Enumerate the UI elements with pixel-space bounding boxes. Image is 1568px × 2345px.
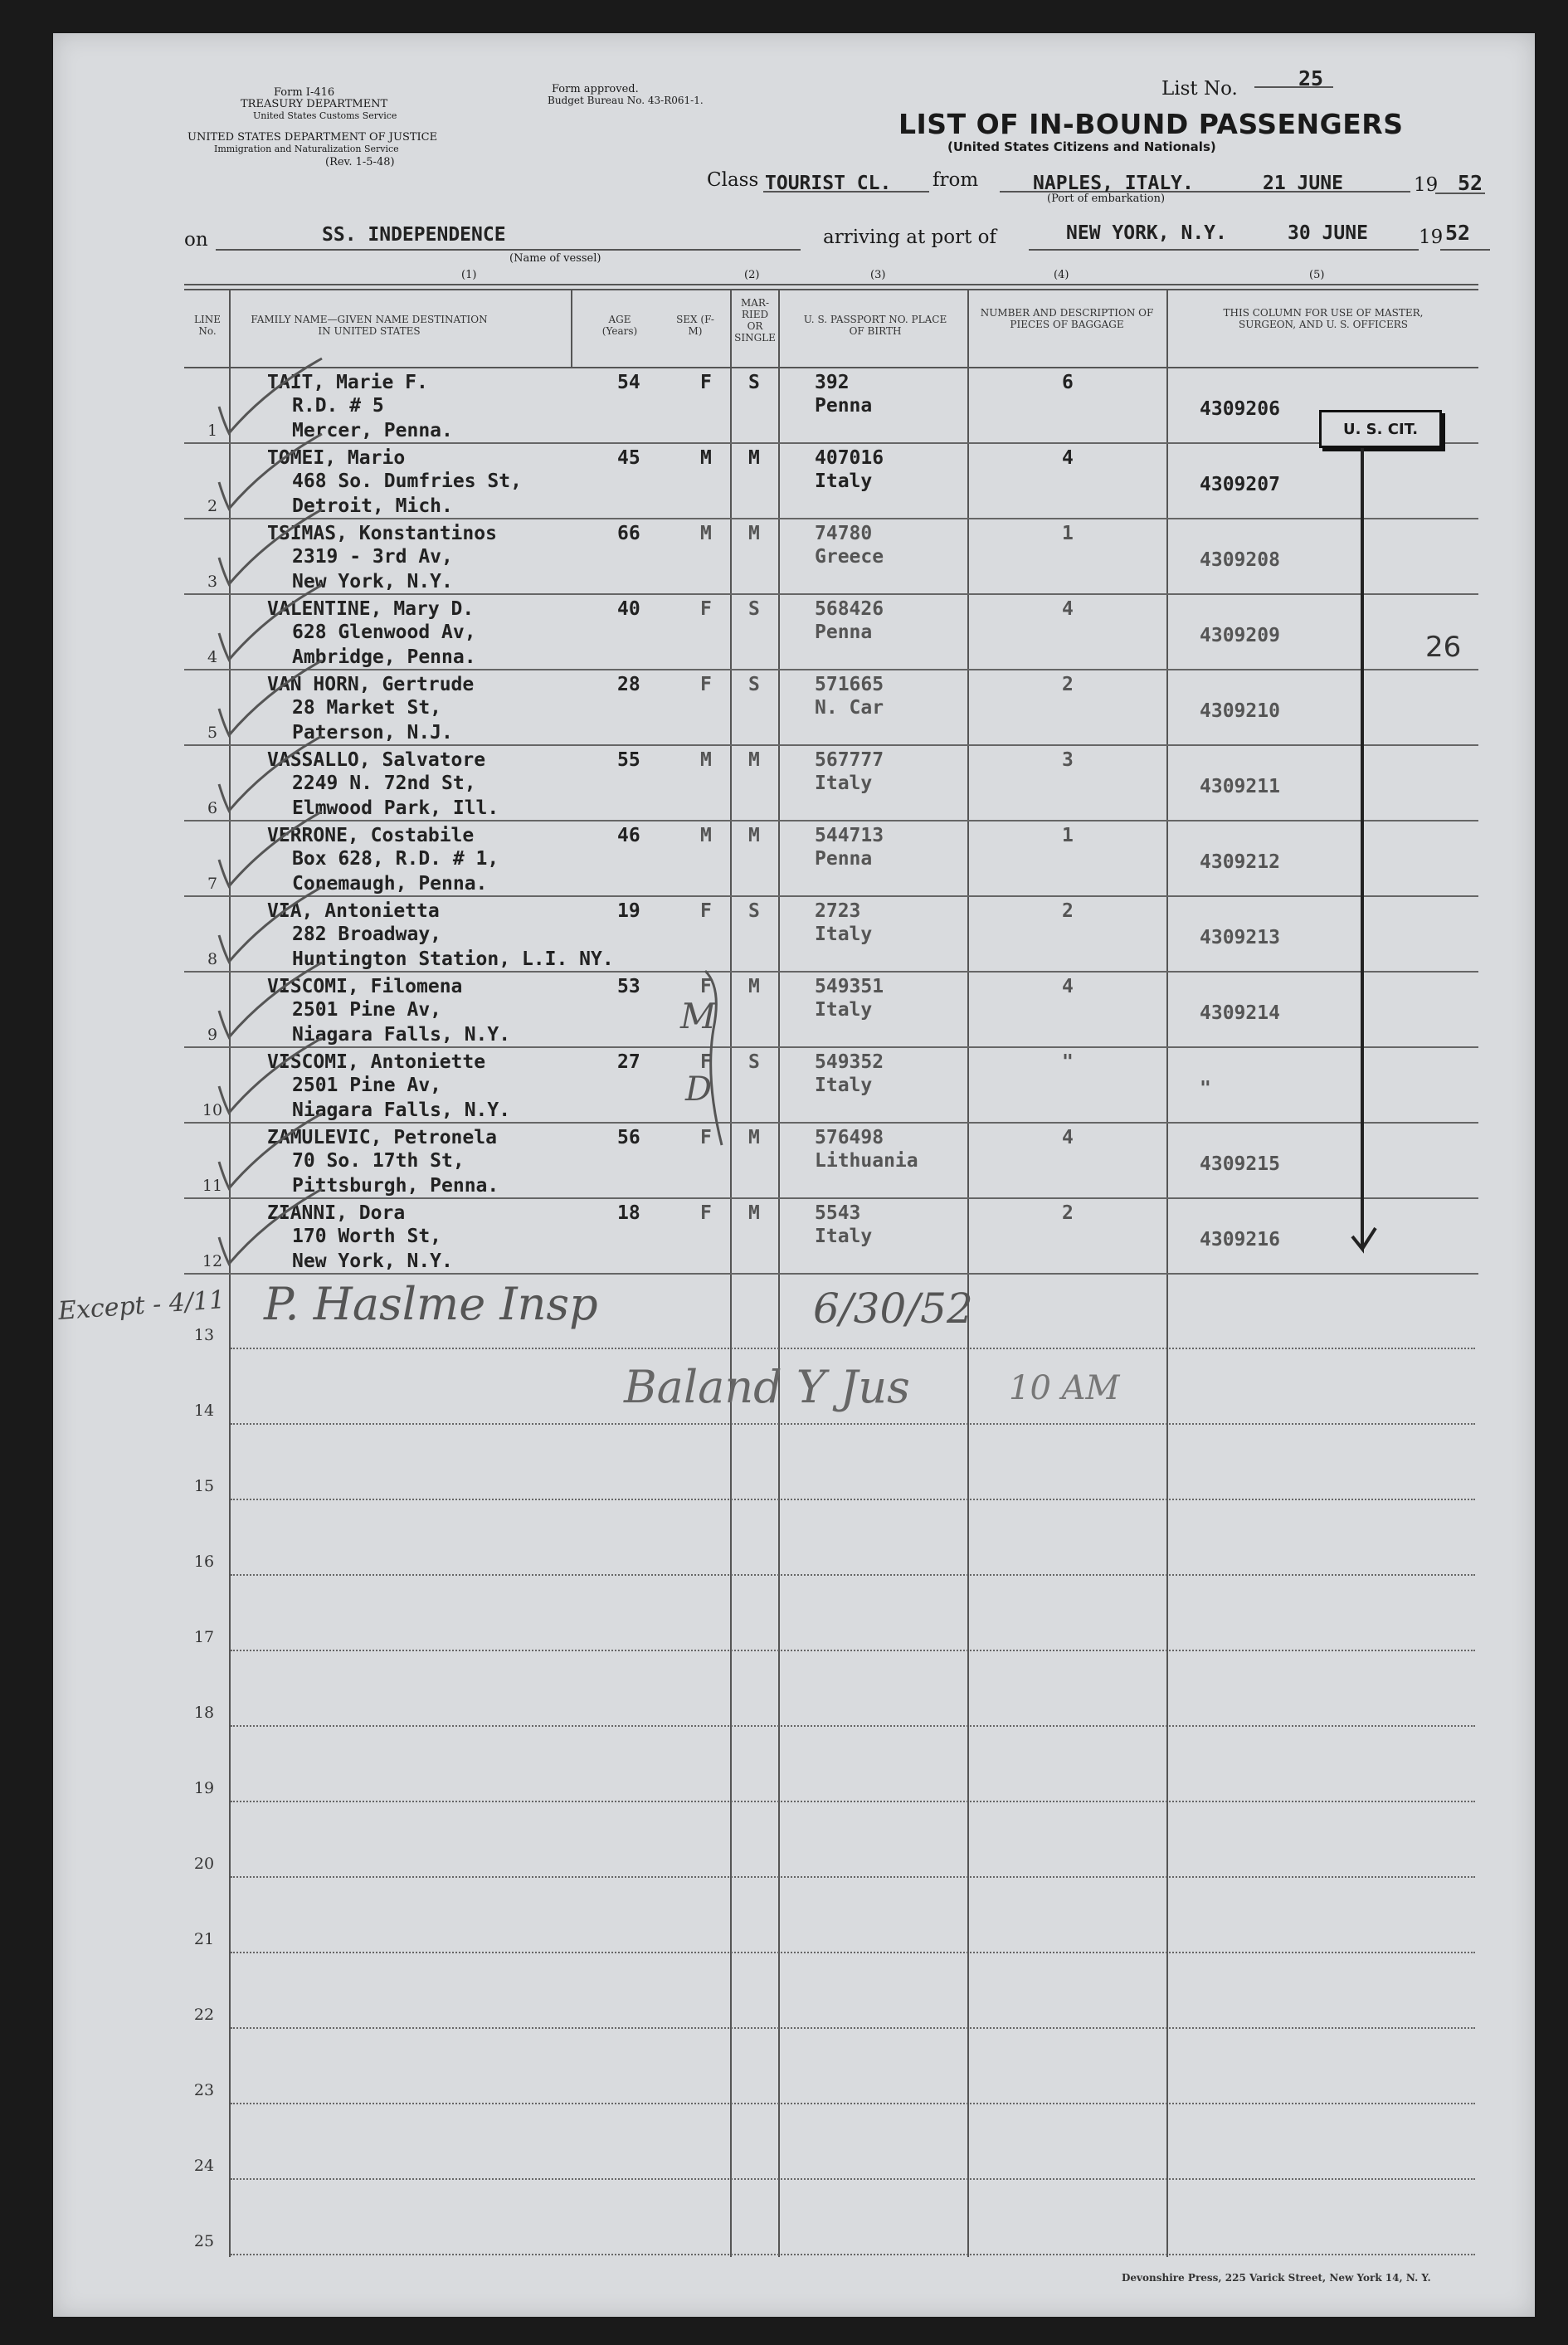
- us-citizen-stamp: U. S. CIT.: [1319, 410, 1442, 448]
- col-num-4: (4): [1054, 269, 1069, 281]
- passenger-name: TOMEI, Mario: [267, 447, 406, 469]
- passenger-age: 54: [617, 372, 640, 393]
- passenger-sex: F: [700, 1127, 712, 1148]
- baggage-count: 2: [1062, 674, 1074, 695]
- margin-note: Except - 4/11: [57, 1285, 226, 1326]
- col-header-officers: THIS COLUMN FOR USE OF MASTER, SURGEON, AND U. S. OFFICERS: [1223, 307, 1424, 330]
- passenger-address-2: Pittsburgh, Penna.: [292, 1175, 499, 1197]
- passenger-sex: F: [700, 372, 712, 393]
- col-header-age: AGE (Years): [601, 314, 638, 337]
- passport-number: 576498: [815, 1127, 884, 1148]
- customs-service: United States Customs Service: [253, 110, 397, 121]
- place-of-birth: Italy: [815, 1075, 873, 1096]
- passenger-sex: M: [700, 447, 712, 469]
- passenger-address-2: Paterson, N.J.: [292, 722, 453, 743]
- line-number: 13: [193, 1326, 215, 1344]
- passenger-age: 27: [617, 1051, 640, 1073]
- col-num-1: (1): [461, 269, 477, 281]
- passenger-address-1: 2319 - 3rd Av,: [292, 546, 453, 568]
- passenger-marital: S: [748, 1051, 760, 1073]
- passenger-marital: M: [748, 825, 760, 846]
- place-of-birth: Italy: [815, 773, 873, 794]
- baggage-count: ": [1062, 1051, 1074, 1073]
- officer-number: ": [1200, 1078, 1211, 1099]
- treasury-dept: TREASURY DEPARTMENT: [241, 98, 388, 110]
- passport-number: 544713: [815, 825, 884, 846]
- line-number: 17: [193, 1628, 215, 1646]
- col-header-name: FAMILY NAME—GIVEN NAME DESTINATION IN UNITED STATES: [251, 314, 488, 337]
- bracket-mark-icon: [664, 963, 730, 1162]
- passport-number: 2723: [815, 900, 861, 922]
- table-row: [0, 1199, 1568, 1275]
- line-number: 10: [202, 1101, 223, 1119]
- line-number: 5: [207, 724, 218, 742]
- col-header-passport: U. S. PASSPORT NO. PLACE OF BIRTH: [803, 314, 947, 337]
- baggage-count: 1: [1062, 523, 1074, 544]
- passport-number: 392: [815, 372, 850, 393]
- col-header-line: LINE No.: [194, 314, 221, 337]
- passenger-address-2: New York, N.Y.: [292, 1251, 453, 1272]
- line-number: 12: [202, 1252, 223, 1270]
- passenger-address-1: Box 628, R.D. # 1,: [292, 848, 499, 870]
- page-subtitle: (United States Citizens and Nationals): [947, 139, 1216, 154]
- passenger-sex: F: [700, 900, 712, 922]
- officer-number: 4309210: [1200, 700, 1280, 722]
- officer-number: 4309213: [1200, 927, 1280, 948]
- line-number: 4: [207, 648, 218, 666]
- passenger-age: 56: [617, 1127, 640, 1148]
- inspector-date: 6/30/52: [813, 1285, 973, 1333]
- vessel-name: SS. INDEPENDENCE: [322, 224, 506, 246]
- dotted-line: [231, 1499, 1475, 1500]
- place-of-birth: Penna: [815, 622, 873, 643]
- passenger-address-1: 282 Broadway,: [292, 924, 442, 945]
- line-number: 14: [193, 1402, 215, 1420]
- passenger-sex: M: [700, 523, 712, 544]
- passenger-address-2: Mercer, Penna.: [292, 420, 453, 441]
- dotted-line: [231, 2254, 1475, 2255]
- line-number: 21: [193, 1930, 215, 1948]
- passenger-age: 40: [617, 598, 640, 620]
- officer-number: 4309215: [1200, 1153, 1280, 1175]
- dotted-line: [231, 1725, 1475, 1727]
- dotted-line: [231, 1348, 1475, 1349]
- side-number: 26: [1425, 631, 1462, 664]
- officer-number: 4309208: [1200, 549, 1280, 571]
- col-num-5: (5): [1309, 269, 1325, 281]
- arriving-label: arriving at port of: [823, 227, 996, 248]
- form-approved: Form approved.: [552, 83, 639, 95]
- passenger-sex: F: [700, 598, 712, 620]
- passport-number: 568426: [815, 598, 884, 620]
- line-number: 20: [193, 1855, 215, 1873]
- passport-number: 571665: [815, 674, 884, 695]
- passenger-age: 19: [617, 900, 640, 922]
- arrival-date: 30 JUNE: [1288, 222, 1368, 244]
- passenger-address-2: Niagara Falls, N.Y.: [292, 1024, 511, 1046]
- year-1: 52: [1458, 171, 1483, 195]
- place-of-birth: Italy: [815, 470, 873, 492]
- class-label: Class: [707, 169, 759, 191]
- passenger-name: TSIMAS, Konstantinos: [267, 523, 497, 544]
- baggage-count: 4: [1062, 598, 1074, 620]
- line-number: 23: [193, 2081, 215, 2099]
- place-of-birth: N. Car: [815, 697, 884, 719]
- col-header-married: MAR-RIED OR SINGLE: [734, 297, 776, 344]
- baggage-count: 2: [1062, 900, 1074, 922]
- officer-number: 4309212: [1200, 851, 1280, 873]
- passenger-name: VIA, Antonietta: [267, 900, 440, 922]
- line-number: 25: [193, 2232, 215, 2250]
- passenger-address-2: Ambridge, Penna.: [292, 646, 476, 668]
- passenger-marital: M: [748, 976, 760, 997]
- line-number: 9: [207, 1026, 218, 1044]
- dotted-line: [231, 2027, 1475, 2029]
- passenger-age: 55: [617, 749, 640, 771]
- ins-service: Immigration and Naturalization Service: [214, 144, 399, 154]
- baggage-count: 4: [1062, 1127, 1074, 1148]
- passenger-marital: S: [748, 372, 760, 393]
- place-of-birth: Greece: [815, 546, 884, 568]
- year-prefix-2: 19: [1419, 227, 1444, 248]
- port-embark-caption: (Port of embarkation): [1047, 193, 1166, 205]
- passenger-name: VASSALLO, Salvatore: [267, 749, 486, 771]
- revision-date: (Rev. 1-5-48): [325, 156, 395, 168]
- passenger-sex: F: [700, 1051, 712, 1073]
- col-num-2: (2): [744, 269, 760, 281]
- line-number: 2: [207, 497, 218, 515]
- line-number: 3: [207, 573, 218, 591]
- line-number: 7: [207, 875, 218, 893]
- officer-number: 4309206: [1200, 398, 1280, 420]
- baggage-count: 3: [1062, 749, 1074, 771]
- passenger-address-1: 170 Worth St,: [292, 1226, 442, 1247]
- inspector-signature: P. Haslme Insp: [264, 1278, 598, 1330]
- passport-number: 549351: [815, 976, 884, 997]
- line-number: 19: [193, 1779, 215, 1797]
- passenger-name: VAN HORN, Gertrude: [267, 674, 475, 695]
- from-value: NAPLES, ITALY.: [1033, 173, 1194, 194]
- officer-number: 4309216: [1200, 1229, 1280, 1251]
- passenger-age: 66: [617, 523, 640, 544]
- vessel-caption: (Name of vessel): [509, 252, 601, 265]
- justice-dept: UNITED STATES DEPARTMENT OF JUSTICE: [187, 131, 438, 144]
- place-of-birth: Lithuania: [815, 1150, 918, 1172]
- list-no-value: 25: [1298, 66, 1324, 90]
- line-number: 6: [207, 799, 218, 817]
- passport-number: 5543: [815, 1202, 861, 1224]
- passenger-age: 53: [617, 976, 640, 997]
- line-number: 8: [207, 950, 218, 968]
- passenger-marital: S: [748, 674, 760, 695]
- dotted-line: [231, 1423, 1475, 1425]
- time-note: 10 AM: [1009, 1369, 1120, 1407]
- departure-date: 21 JUNE: [1263, 173, 1343, 194]
- passenger-name: VALENTINE, Mary D.: [267, 598, 475, 620]
- place-of-birth: Penna: [815, 395, 873, 417]
- passenger-marital: M: [748, 1127, 760, 1148]
- line-number: 24: [193, 2157, 215, 2175]
- passenger-age: 46: [617, 825, 640, 846]
- place-of-birth: Italy: [815, 924, 873, 945]
- baggage-count: 4: [1062, 447, 1074, 469]
- passenger-address-1: 28 Market St,: [292, 697, 442, 719]
- list-no-label: List No.: [1161, 78, 1238, 100]
- arrival-port: NEW YORK, N.Y.: [1066, 222, 1227, 244]
- passenger-marital: M: [748, 523, 760, 544]
- col-num-3: (3): [870, 269, 886, 281]
- passenger-marital: S: [748, 598, 760, 620]
- passenger-address-1: 2249 N. 72nd St,: [292, 773, 476, 794]
- passport-number: 567777: [815, 749, 884, 771]
- from-label: from: [933, 169, 979, 191]
- dotted-line: [231, 1876, 1475, 1878]
- sex-note-d: D: [685, 1070, 713, 1109]
- col-header-sex: SEX (F-M): [676, 314, 714, 337]
- passenger-address-1: 628 Glenwood Av,: [292, 622, 476, 643]
- line-number: 11: [202, 1177, 223, 1195]
- passenger-address-1: 2501 Pine Av,: [292, 999, 442, 1021]
- officer-number: 4309207: [1200, 474, 1280, 495]
- place-of-birth: Italy: [815, 999, 873, 1021]
- passenger-marital: M: [748, 1202, 760, 1224]
- passenger-marital: M: [748, 447, 760, 469]
- passenger-name: VERRONE, Costabile: [267, 825, 475, 846]
- passenger-marital: S: [748, 900, 760, 922]
- passenger-age: 45: [617, 447, 640, 469]
- budget-bureau: Budget Bureau No. 43-R061-1.: [548, 95, 704, 106]
- sex-note-m: M: [680, 996, 717, 1036]
- passenger-address-2: Conemaugh, Penna.: [292, 873, 488, 895]
- dotted-line: [231, 2178, 1475, 2180]
- passenger-name: TAIT, Marie F.: [267, 372, 428, 393]
- class-value: TOURIST CL.: [765, 173, 892, 194]
- passenger-address-1: R.D. # 5: [292, 395, 384, 417]
- passenger-sex: F: [700, 1202, 712, 1224]
- dotted-line: [231, 1574, 1475, 1576]
- line-number: 18: [193, 1704, 215, 1722]
- passenger-sex: M: [700, 749, 712, 771]
- passport-number: 549352: [815, 1051, 884, 1073]
- passenger-address-1: 468 So. Dumfries St,: [292, 470, 522, 492]
- passenger-marital: M: [748, 749, 760, 771]
- line-number: 16: [193, 1553, 215, 1571]
- passenger-address-2: Detroit, Mich.: [292, 495, 453, 517]
- passenger-address-1: 2501 Pine Av,: [292, 1075, 442, 1096]
- passenger-sex: F: [700, 976, 712, 997]
- passenger-address-2: Niagara Falls, N.Y.: [292, 1099, 511, 1121]
- second-note: Baland Y Jus: [624, 1361, 910, 1413]
- dotted-line: [231, 1801, 1475, 1802]
- passport-number: 74780: [815, 523, 873, 544]
- passport-number: 407016: [815, 447, 884, 469]
- baggage-count: 2: [1062, 1202, 1074, 1224]
- passenger-age: 28: [617, 674, 640, 695]
- printer-footer: Devonshire Press, 225 Varick Street, New York 14, N. Y.: [1122, 2272, 1431, 2284]
- col-header-baggage: NUMBER AND DESCRIPTION OF PIECES OF BAGGAGE: [980, 307, 1154, 330]
- passenger-address-1: 70 So. 17th St,: [292, 1150, 465, 1172]
- passenger-address-2: New York, N.Y.: [292, 571, 453, 592]
- baggage-count: 1: [1062, 825, 1074, 846]
- dotted-line: [231, 1650, 1475, 1651]
- officer-number: 4309209: [1200, 625, 1280, 646]
- line-number: 15: [193, 1477, 215, 1495]
- passenger-sex: M: [700, 825, 712, 846]
- passenger-name: VISCOMI, Antoniette: [267, 1051, 486, 1073]
- on-label: on: [184, 229, 208, 251]
- passenger-address-2: Elmwood Park, Ill.: [292, 797, 499, 819]
- officer-number: 4309211: [1200, 776, 1280, 797]
- passenger-name: ZIANNI, Dora: [267, 1202, 406, 1224]
- baggage-count: 6: [1062, 372, 1074, 393]
- form-number: Form I-416: [274, 86, 335, 99]
- baggage-count: 4: [1062, 976, 1074, 997]
- check-mark-icon: [199, 1187, 332, 1279]
- passenger-name: ZAMULEVIC, Petronela: [267, 1127, 497, 1148]
- officer-number: 4309214: [1200, 1002, 1280, 1024]
- line-number: 22: [193, 2006, 215, 2024]
- passenger-sex: F: [700, 674, 712, 695]
- dotted-line: [231, 2103, 1475, 2104]
- passenger-age: 18: [617, 1202, 640, 1224]
- year-2: 52: [1445, 221, 1471, 245]
- bracket-arrow-icon: [1344, 431, 1410, 1261]
- page-title: LIST OF IN-BOUND PASSENGERS: [898, 108, 1404, 140]
- place-of-birth: Penna: [815, 848, 873, 870]
- line-number: 1: [207, 422, 218, 440]
- passenger-name: VISCOMI, Filomena: [267, 976, 463, 997]
- passenger-address-2: Huntington Station, L.I. NY.: [292, 948, 614, 970]
- place-of-birth: Italy: [815, 1226, 873, 1247]
- dotted-line: [231, 1952, 1475, 1953]
- year-prefix-1: 19: [1414, 174, 1439, 196]
